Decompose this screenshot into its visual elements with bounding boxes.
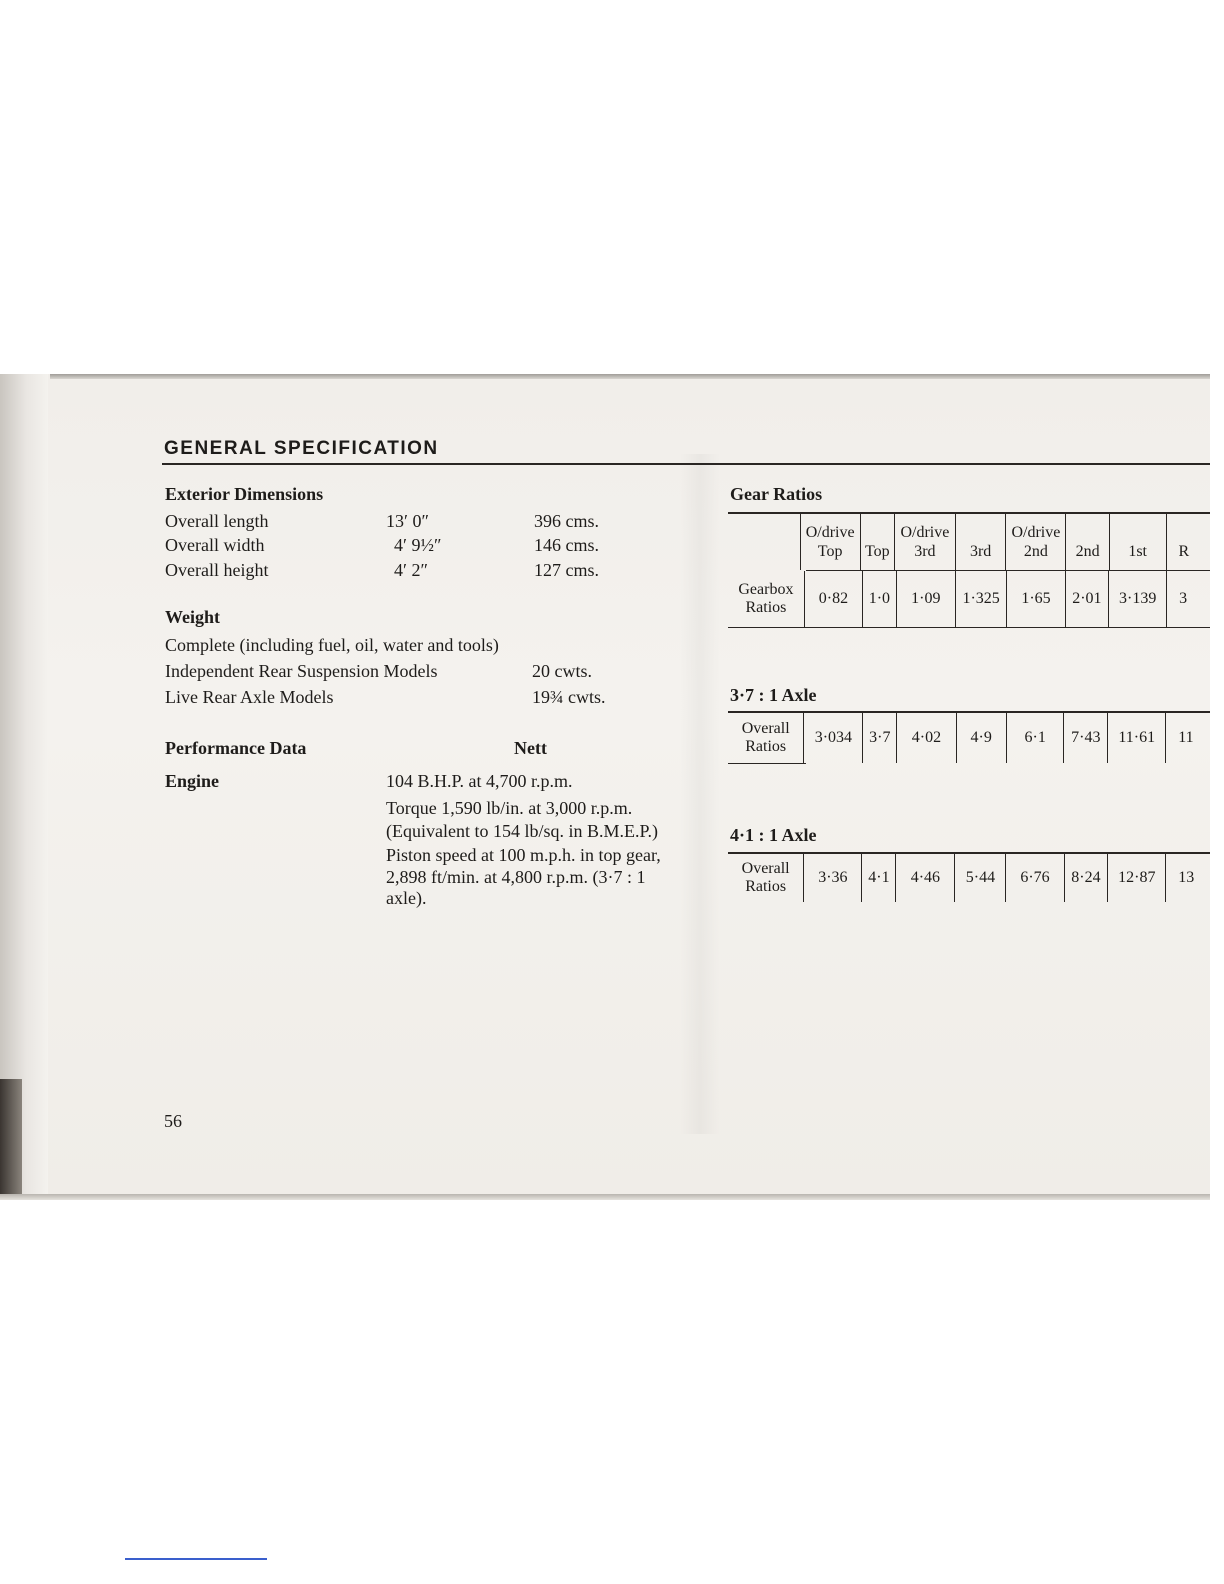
axle-37-ratio-table bbox=[728, 713, 1218, 763]
engine-torque-equivalent: (Equivalent to 154 lb/sq. in B.M.E.P.) bbox=[386, 821, 658, 841]
book-spine bbox=[0, 1079, 22, 1200]
table-rule bbox=[728, 627, 1210, 628]
exterior-metric: 396 cms. bbox=[534, 511, 599, 531]
gear-ratio-header-table bbox=[728, 514, 1218, 570]
ratio-cell: 2·01 bbox=[1065, 571, 1109, 627]
exterior-heading: Exterior Dimensions bbox=[165, 484, 324, 504]
exterior-imperial: 13′ 0″ bbox=[386, 511, 429, 531]
ratio-cell: 4·9 bbox=[956, 713, 1006, 763]
page-left-edge bbox=[0, 374, 48, 1200]
ratio-cell: 3·36 bbox=[804, 854, 862, 902]
weight-complete: Complete (including fuel, oil, water and tools) bbox=[165, 635, 499, 655]
table-rule bbox=[728, 763, 806, 764]
ratio-cell: 11 bbox=[1166, 713, 1218, 763]
title-rule bbox=[162, 463, 1210, 465]
axle-37-heading: 3·7 : 1 Axle bbox=[730, 685, 817, 705]
exterior-label: Overall width bbox=[165, 535, 265, 555]
page-number: 56 bbox=[164, 1111, 182, 1131]
axle-41-heading: 4·1 : 1 Axle bbox=[730, 825, 817, 845]
ratio-cell: 11·61 bbox=[1108, 713, 1166, 763]
column-header: 1st bbox=[1109, 514, 1166, 570]
axle-41-ratio-table bbox=[728, 854, 1218, 902]
exterior-imperial: 4′ 2″ bbox=[394, 560, 428, 580]
ratio-cell: 1·325 bbox=[955, 571, 1007, 627]
page-top-edge bbox=[50, 374, 1210, 379]
ratio-cell: 1·09 bbox=[896, 571, 955, 627]
weight-value: 19¾ cwts. bbox=[532, 687, 606, 707]
row-label: Overall Ratios bbox=[741, 720, 790, 755]
exterior-metric: 127 cms. bbox=[534, 560, 599, 580]
column-header: 2nd bbox=[1066, 514, 1109, 570]
piston-speed: 2,898 ft/min. at 4,800 r.p.m. (3·7 : 1 bbox=[386, 867, 646, 887]
column-header: O/drive Top bbox=[800, 514, 860, 570]
ratio-cell: 3 bbox=[1167, 571, 1218, 627]
exterior-metric: 146 cms. bbox=[534, 535, 599, 555]
weight-label: Independent Rear Suspension Models bbox=[165, 661, 438, 681]
engine-torque: Torque 1,590 lb/in. at 3,000 r.p.m. bbox=[386, 798, 633, 818]
row-label: Gearbox Ratios bbox=[738, 581, 794, 616]
ratio-cell: 4·1 bbox=[862, 854, 896, 902]
performance-nett: Nett bbox=[514, 738, 547, 758]
gear-ratios-heading: Gear Ratios bbox=[730, 484, 823, 504]
piston-speed: Piston speed at 100 m.p.h. in top gear, bbox=[386, 845, 661, 865]
ratio-cell: 4·02 bbox=[897, 713, 956, 763]
gearbox-ratio-table bbox=[728, 571, 1218, 627]
ratio-cell: 1·65 bbox=[1007, 571, 1065, 627]
engine-bhp: 104 B.H.P. at 4,700 r.p.m. bbox=[386, 771, 573, 791]
ratio-cell: 12·87 bbox=[1108, 854, 1166, 902]
page-title: GENERAL SPECIFICATION bbox=[164, 438, 439, 459]
ratio-cell: 1·0 bbox=[862, 571, 896, 627]
page-bottom-edge bbox=[0, 1194, 1210, 1200]
piston-speed: axle). bbox=[386, 888, 427, 908]
performance-heading: Performance Data bbox=[165, 738, 307, 758]
weight-value: 20 cwts. bbox=[532, 661, 592, 681]
engine-label: Engine bbox=[165, 771, 220, 791]
ratio-cell: 6·76 bbox=[1006, 854, 1064, 902]
ratio-cell: 8·24 bbox=[1064, 854, 1108, 902]
ratio-cell: 0·82 bbox=[804, 571, 862, 627]
column-header: O/drive 2nd bbox=[1006, 514, 1066, 570]
ratio-cell: 4·46 bbox=[896, 854, 955, 902]
ratio-cell: 6·1 bbox=[1006, 713, 1064, 763]
weight-label: Live Rear Axle Models bbox=[165, 687, 334, 707]
ratio-cell: 5·44 bbox=[955, 854, 1006, 902]
weight-heading: Weight bbox=[165, 607, 221, 627]
column-header: R bbox=[1166, 514, 1218, 570]
page-gutter bbox=[680, 454, 720, 1134]
exterior-imperial: 4′ 9½″ bbox=[394, 535, 442, 555]
ratio-cell: 3·139 bbox=[1109, 571, 1167, 627]
exterior-label: Overall height bbox=[165, 560, 269, 580]
row-label: Overall Ratios bbox=[741, 860, 790, 895]
column-header: Top bbox=[860, 514, 894, 570]
ratio-cell: 3·034 bbox=[804, 713, 863, 763]
column-header: 3rd bbox=[955, 514, 1005, 570]
footer-link-underline bbox=[125, 1558, 267, 1560]
ratio-cell: 3·7 bbox=[863, 713, 897, 763]
exterior-label: Overall length bbox=[165, 511, 269, 531]
ratio-cell: 7·43 bbox=[1064, 713, 1108, 763]
ratio-cell: 13 bbox=[1166, 854, 1218, 902]
column-header: O/drive 3rd bbox=[894, 514, 955, 570]
